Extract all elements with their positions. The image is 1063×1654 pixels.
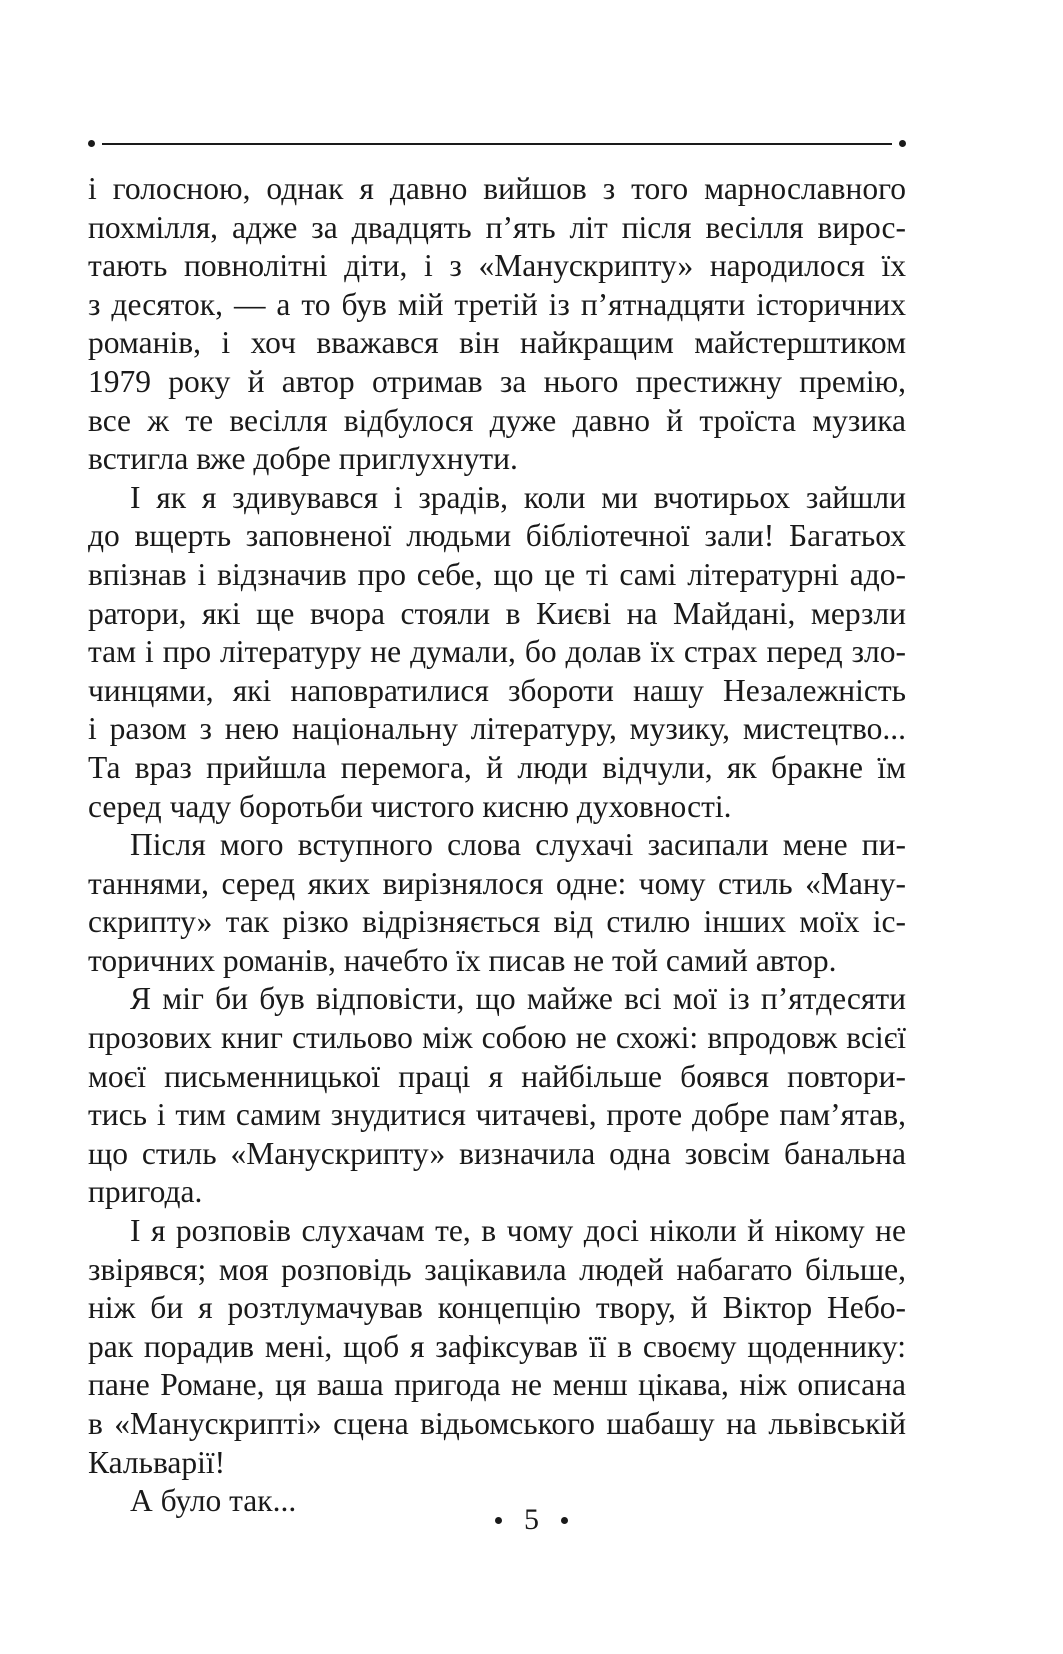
text-line: пане Романе, ця ваша пригода не менш цікава, ніж описана: [88, 1367, 906, 1403]
text-line: до вщерть заповненої людьми бібліотечної зали! Багатьох: [88, 518, 906, 554]
folio-right-bullet: [561, 1517, 568, 1524]
text-line: торичних романів, начебто їх писав не той самий автор.: [88, 942, 837, 978]
text-line: в «Манускрипті» сцена відьомського шабашу на львівській: [88, 1406, 906, 1441]
text-line: романів, і хоч вважався він найкращим майстерштиком: [88, 325, 906, 361]
header-rule-right-dot: [899, 140, 906, 147]
text-line: 1979 року й автор отримав за нього престижну премію,: [88, 363, 906, 399]
text-line: і разом з нею національну літературу, музику, мистецтво...: [88, 711, 906, 747]
text-line: А було так...: [130, 1483, 297, 1519]
paragraph: [88, 826, 906, 980]
text-line: ніж би я розтлумачував концепцію твору, й Віктор Небо-: [88, 1290, 906, 1326]
header-rule-line: [102, 143, 892, 145]
text-line: все ж те весілля відбулося дуже давно й троїста музика: [88, 402, 906, 438]
text-line: Та враз прийшла перемога, й люди відчули, як бракне їм: [88, 749, 906, 785]
text-line: звірявся; моя розповідь зацікавила людей набагато більше,: [88, 1251, 906, 1287]
text-line: моєї письменницької праці я найбільше боявся повтори-: [88, 1058, 906, 1094]
text-line: там і про літературу не думали, бо долав їх страх перед зло-: [88, 634, 906, 670]
text-line: Після мого вступного слова слухачі засипали мене пи-: [130, 827, 906, 863]
body-text: [88, 170, 906, 1521]
text-line: встигла вже добре приглухнути.: [88, 441, 518, 477]
paragraph: [88, 980, 906, 1212]
text-line: що стиль «Манускрипту» визначила одна зовсім банальна: [88, 1135, 906, 1171]
text-line: Я міг би був відповісти, що майже всі мої із п’ятдесяти: [130, 981, 906, 1017]
page-footer: [0, 1502, 1063, 1538]
text-line: прозових книг стильово між собою не схожі: впродовж всієї: [88, 1020, 906, 1056]
text-line: І як я здивувався і зрадів, коли ми вчотирьох зайшли: [130, 479, 906, 515]
text-line: тись і тим самим знудитися читачеві, проте добре пам’ятав,: [88, 1097, 906, 1133]
paragraph: [88, 170, 906, 479]
paragraph: [88, 479, 906, 826]
text-line: таннями, серед яких вирізнялося одне: чому стиль «Ману-: [88, 865, 906, 901]
text-line: рак порадив мені, щоб я зафіксував її в своєму щоденнику:: [88, 1328, 906, 1364]
header-rule-left-dot: [88, 140, 95, 147]
folio-left-bullet: [495, 1517, 502, 1524]
text-line: тають повнолітні діти, і з «Манускрипту» народилося їх: [88, 248, 906, 284]
text-line: І я розповів слухачам те, в чому досі ніколи й нікому не: [130, 1213, 906, 1249]
page-number: 5: [524, 1503, 539, 1536]
text-line: і голосною, однак я давно вийшов з того марнославного: [88, 171, 906, 206]
text-line: пригода.: [88, 1174, 203, 1210]
text-line: скрипту» так різко відрізняється від стилю інших моїх іс-: [88, 904, 906, 940]
text-line: ратори, які ще вчора стояли в Києві на Майдані, мерзли: [88, 595, 906, 631]
text-line: Кальварії!: [88, 1444, 226, 1480]
text-line: впізнав і відзначив про себе, що це ті самі літературні адо-: [88, 556, 906, 592]
header-rule: [88, 138, 906, 150]
text-line: похмілля, адже за двадцять п’ять літ після весілля вирос-: [88, 209, 906, 245]
text-line: чинцями, які наповратилися збороти нашу Незалежність: [88, 672, 906, 708]
paragraph: [88, 1212, 906, 1482]
text-line: з десяток, — а то був мій третій із п’ятнадцяти історичних: [88, 286, 906, 322]
text-line: серед чаду боротьби чистого кисню духовності.: [88, 788, 732, 824]
